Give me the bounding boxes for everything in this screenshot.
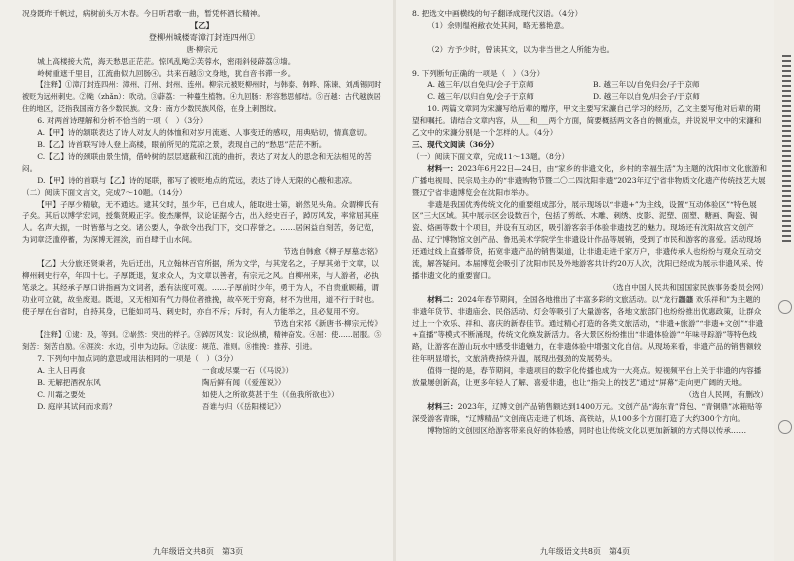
- passage-yi: 【乙】大分旅还贤秉者，先后迁出，凡立翰林百官所据，所为文学，与其宠名之，子厚其弟于文章，以柳州刺史行卒，年四十七。子厚既退，复求众人，为文章以善者，有宗元之风。自柳州来，与人游者，必执笔录之。其经承子厚口讲指画为文词者，悉有法度可观。……子厚前时少年，勇于为人，不自贵重顾藉，谓功业可立就，故坐废退。既退，又无相知有气力得位者推挽，故卒死于穷裔，材不为世用，道不行于时也。使子厚在台省时，自持其身，已能如司马、刺史时，亦自不斥；斥时，有人力能举之，且必复用不穷。: [22, 259, 379, 316]
- q6-option-b: B.【乙】诗首联写诗人登上高楼，眼前所见的荒凉之景，表现自己的“愁思”茫茫不断。: [37, 139, 327, 149]
- passage-notes: 【注释】①逮：及，等到。②崭然：突出的样子。③踔厉风发：议论纵横，精神奋发。④屈：使……屈服。⑤刻苦：刻苦自励。⑥涯涘：水边，引申为边际。⑦法度：规范、准则。⑧推挽：推荐、引进。: [22, 330, 382, 352]
- material-3-body: 博物馆的文创园区给游客带来良好的体验感，同时也让传统文化以更加新颖的方式得以传承……: [427, 425, 747, 435]
- q9-option-a: A. 越三年/以自免归/会子于京师: [427, 80, 534, 90]
- page-4: [396, 0, 774, 561]
- material-2-source: （选自人民网，有删改）: [684, 390, 768, 399]
- material-2-text: 2024年春节期间，全国各地推出了丰富多彩的文旅活动。以“龙行龘龘 欢乐祥和”为主题的非遗年货节、非遗庙会、民俗活动、灯会等吸引了大量游客，各地文旅部门也纷纷推出优惠政策，让群众过上一个欢乐、祥和、喜庆的新春佳节。通过精心打造的各类文旅活动，“非遗+旅游”“非遗+文创”“非遗+直播”等模式不断涌现，传统文化焕发新活力。各大景区纷纷推出“非遗体验游”“年味寻踪游”等特色线路，让游客在游山玩水中感受非遗魅力，在非遗体验中增强文化自信。从现场来看，非遗产品的销售额较往年明显增长，文旅消费持续升温，展现出强劲的发展势头。: [412, 294, 764, 364]
- q8-sentence-2: （2）方予少时，曾读其文，以为非当世之人所能为也。: [427, 44, 615, 54]
- q7-option-a-ref: 一食或尽粟一石（《马说》）: [202, 366, 294, 376]
- material-1-body: 非遗是我国优秀传统文化的重要组成部分，展示现场以“非遗+”为主线，设置“互动体验区”“特色展区”三大区域。其中展示区会设数百个，包括了剪纸、木雕、刺绣、皮影、泥塑、面塑、糖画、陶瓷、锔瓷、烙画等数十个项目，并设有互动区，吸引游客亲手体验非遗技艺的魅力。现场还有沈阳故宫文创产品、辽宁博物馆文创产品、鲁迅美术学院学生非遗设计作品等展销，受到了市民和游客的喜爱。活动现场还通过线上直播带货，拓宽非遗产品的销售渠道，让非遗走进千家万户，非遗传承人也纷纷与观众互动交流，解答疑问。本届博览会吸引了沈阳市民及外地游客共计约20万人次，沈阳已经成为展示非遗风采、传播非遗文化的重要窗口。: [412, 199, 764, 280]
- section-3-heading: 三、现代文阅读（36分）: [412, 139, 499, 149]
- binding-edge: [774, 0, 794, 561]
- poem-author: 唐·柳宗元: [186, 44, 218, 54]
- subsection-1-heading: （一）阅读下面文章，完成11～13题。（8分）: [412, 151, 570, 161]
- poem-title: 登柳州城楼寄漳汀封连四州①: [148, 31, 256, 42]
- material-2-body: 值得一提的是，春节期间，非遗项目的数字化传播也成为一大亮点。短视频平台上关于非遗的内容播放量屡创新高，让更多年轻人了解、喜爱非遗，也让“指尖上的技艺”通过“屏幕”走向更广阔的天地。: [412, 366, 762, 388]
- q7-option-b-ref: 陶后鲜有闻（《爱莲说》）: [202, 378, 286, 388]
- page-3: [0, 0, 396, 561]
- question-9: 9. 下列断句正确的一项是（ ）（3分）: [412, 68, 545, 78]
- material-1: [412, 163, 768, 199]
- passage-jia-source: 节选自韩愈《柳子厚墓志铭》: [283, 247, 382, 257]
- material-2: [412, 294, 768, 365]
- poem-notes: 【注释】①漳汀封连四州：漳州、汀州、封州、连州。柳宗元被贬柳州时，与韩泰、韩晔、陈谏、刘禹锡同时被贬为远州刺史。②飐（zhǎn）：吹动。③薜荔：一种蔓生植物。④九回肠：形容愁思郁结。⑤百越：古代越族居住的地区，泛指我国南方各少数民族。文身：南方少数民族风俗，在身上刺图纹。: [22, 80, 382, 114]
- q9-options: [412, 79, 768, 103]
- material-1-text: 2023年6月22日—24日，由“家乡的非遗文化，乡村的幸福生活”为主题的沈阳市文化旅游和广播电视局、民宗局主办的“非遗购物节暨二〇二四沈阳非遗”2023年辽宁省非物质文化遗产传统技艺大展暨辽宁省非遗博览会在沈阳市举办。: [412, 163, 767, 197]
- q7-option-d-ref: 吾谁与归（《岳阳楼记》）: [202, 401, 286, 411]
- footer-page-4: 九年级语文共8页 第4页: [539, 547, 631, 556]
- q7-option-b: B. 无解把酒祝东风: [37, 378, 101, 388]
- material-3-label: 材料三：: [427, 401, 458, 411]
- material-2-label: 材料二：: [427, 294, 458, 304]
- q7-option-d: D. 庭岸其试问而求焉？: [37, 401, 117, 411]
- material-3-text: 2023年，辽博文创产品销售额达到1400万元。文创产品“海东青”背包、“青铜鼎”冰箱贴等深受游客青睐，“辽博精品”文创商店走进了机场、高铁站，从100多个方面打造了大约300个方向。: [412, 401, 763, 423]
- section-2-heading: （二）阅读下面文言文，完成7～10题。（14分）: [22, 187, 187, 197]
- material-1-label: 材料一：: [427, 163, 458, 173]
- poem-line-2: 岭树重遮千里目，江流曲似九回肠④。共来百越⑤文身地，犹自音书滞一乡。: [37, 68, 296, 78]
- q6-option-d: D.【甲】诗的首联与【乙】诗的尾联，都写了被贬地点的荒远，表达了诗人无限的心酸和悲凉。: [37, 175, 357, 185]
- question-6: 6. 对两首诗理解和分析不恰当的一项（ ）（3分）: [37, 116, 208, 126]
- passage-jia: 【甲】子厚少精敏，无不通达。逮其父时，虽少年，已自成人，能取进士第，崭然见头角。众谓柳氏有子矣。其后以博学宏词，授集贤殿正字。俊杰廉悍，议论证据今古，出入经史百子，踔厉风发，率常屈其座人。名声大振，一时皆慕与之交。诸公要人，争欲令出我门下，交口荐誉之。……居闲益自刻苦，务记览，为词章泛滥停蓄，为深博无涯涘，而自肆于山水间。: [22, 199, 379, 245]
- material-1-source: （选自中国人民共和国国家民族事务委员会网）: [608, 282, 768, 292]
- q8-sentence-1: （1）余则缊袍敝衣处其间，略无慕艳意。: [427, 20, 569, 30]
- q9-option-d: D. 越三年以自免/归会子/于京师: [593, 92, 700, 102]
- poem-line-1: 城上高楼接大荒，海天愁思正茫茫。惊风乱飐②芙蓉水，密雨斜侵薜荔③墙。: [37, 56, 296, 66]
- q6-option-c: C.【乙】诗的颈联由景生情，借岭树的层层遮蔽和江流的曲折，表达了对友人的思念和无法相见的苦闷。: [22, 151, 372, 173]
- q6-option-a: A.【甲】诗的颔联表达了诗人对友人的体恤和对岁月流逝、人事变迁的感叹，用典贴切，情真意切。: [37, 128, 372, 138]
- poem-jia-tail: 况身既昨千帆过，病树前头万木春。今日听君歌一曲，暂凭杯酒长精神。: [22, 9, 265, 18]
- question-8: 8. 把选文中画横线的句子翻译成现代汉语。（4分）: [412, 9, 583, 18]
- binding-hole-icon: [778, 420, 792, 434]
- material-3: [412, 401, 768, 425]
- q8-answer-line-2: [412, 56, 768, 68]
- q7-options: [22, 365, 382, 413]
- q9-option-c: C. 越三年/以归自免/会子于京师: [427, 92, 534, 102]
- binding-hole-icon: [778, 300, 792, 314]
- passage-yi-source: 节选自宋祁《新唐书·柳宗元传》: [273, 318, 382, 328]
- q7-option-c-ref: 如使人之所欲莫甚于生（《鱼我所欲也》）: [202, 390, 339, 399]
- q9-option-b: B. 越三年以/自免归会/子于京师: [593, 80, 700, 90]
- binding-strip: [782, 55, 791, 245]
- footer-page-3: 九年级语文共8页 第3页: [152, 547, 244, 556]
- q8-answer-line-1: [412, 32, 768, 44]
- question-10: 10. 两篇文章同为宋濂写给后辈的赠序，甲文主要写宋濂自己学习的经历，乙文主要写他对后辈的期望和嘱托。请结合文章内容，从___和___两个方面，简要概括两文各自的侧重点，并说说甲文中的宋濂和乙文中的宋濂分别是一个怎样的人。（4分）: [412, 104, 762, 138]
- q7-option-c: C. 川霜之要处: [37, 390, 86, 399]
- yi-poem-label: 【乙】: [190, 20, 214, 30]
- question-7: 7. 下列句中加点词的意思或用法相同的一项是（ ）（3分）: [37, 354, 238, 364]
- q7-option-a: A. 主人日再食: [37, 366, 86, 376]
